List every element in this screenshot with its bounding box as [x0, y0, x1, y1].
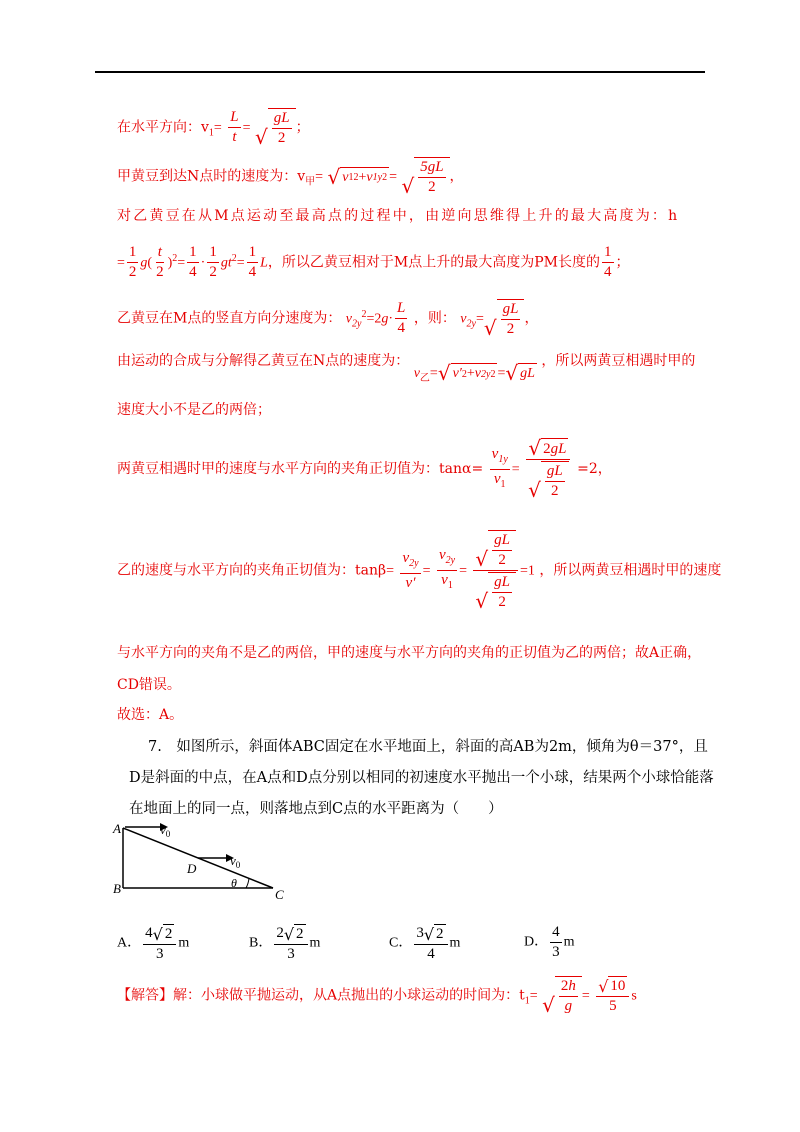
line-horizontal-velocity: 在水平方向：$v_1=$ $\frac{L}{t}$ = √ $\frac{gL}{2}$ ；: [117, 109, 310, 149]
line-cd-wrong: [117, 674, 181, 694]
line-angle-conclusion: [117, 642, 701, 662]
unit: m: [309, 935, 321, 951]
option-label: D．: [524, 934, 549, 950]
text: =2，: [577, 461, 612, 477]
label-v0-top: $v_0$: [160, 822, 171, 839]
header-rule: [95, 71, 705, 73]
line-answer: [117, 704, 183, 724]
label-D: D: [187, 861, 197, 876]
line-jia-speed: 甲黄豆到达N点时的速度为：$v_甲=$ √ v 1 2 + v 1y 2 = √ $\frac{5gL}{2}$ ，: [117, 159, 464, 198]
solution-head: 【解答】: [117, 987, 173, 1004]
option-label: A．: [117, 935, 142, 951]
option-C[interactable]: C． 3 √ 2 4 m: [389, 924, 461, 962]
text: 甲黄豆到达N点时的速度为：v: [117, 168, 306, 185]
text: D是斜面的中点，在A点和D点分别以相同的初速度水平抛出一个小球，结果两个小球恰能落: [129, 770, 714, 786]
text: 乙黄豆在M点的竖直方向分速度为：: [117, 310, 342, 327]
label-v0-mid: $v_0$: [230, 853, 241, 870]
question-line-1: [148, 735, 708, 756]
option-label: C．: [389, 935, 413, 951]
text: 解：小球做平抛运动，从A点抛出的小球运动的时间为：t: [173, 987, 525, 1004]
option-D[interactable]: D． $\frac{4}{3}$ m: [524, 924, 575, 960]
text: 由运动的合成与分解得乙黄豆在N点的速度为：: [117, 353, 410, 369]
line-yi-speed-N: 由运动的合成与分解得乙黄豆在N点的速度为： $v_乙=$ √ v′ 2 + v 2y 2 = √ gL ，所以两黄豆相遇时甲的: [117, 353, 696, 385]
text: 两黄豆相遇时甲的速度与水平方向的夹角正切值为：tanα=: [117, 461, 484, 477]
line-reverse-thinking: [117, 205, 679, 225]
label-A: A: [113, 821, 121, 836]
label-B: B: [113, 881, 121, 896]
sub-jia: 甲: [305, 176, 316, 188]
line-tan-beta: 乙的速度与水平方向的夹角正切值为：tanβ= $\frac{v_{2y}}{v'}$ = $\frac{v_{2y}}{v_1}$ = √ $\frac{gL}{2}$ √ $\frac{gL}{2}$ =1 ，所以两黄豆相遇时甲的速度: [117, 532, 722, 613]
text: 速度大小不是乙的两倍；: [117, 402, 271, 418]
solution-line: 【解答】解：小球做平抛运动，从A点抛出的小球运动的时间为：$t_1=$ √ $\frac{2h}{g}$ = √ 10 5 s: [117, 977, 637, 1017]
text: ，所以两黄豆相遇时甲的速度: [539, 562, 722, 579]
text: ，所以两黄豆相遇时甲的: [541, 353, 696, 369]
line-speed-not-double: [117, 399, 271, 419]
option-A[interactable]: A． 4 √ 2 3 m: [117, 924, 190, 962]
unit: m: [178, 935, 190, 951]
text: ，则：: [413, 310, 456, 327]
unit: m: [563, 934, 575, 950]
label-C: C: [275, 887, 284, 900]
option-B[interactable]: B． 2 √ 2 3 m: [249, 924, 321, 962]
text: ，所以乙黄豆相对于M点上升的最大高度为PM长度的: [267, 254, 601, 271]
question-line-2: [129, 766, 714, 787]
unit: m: [449, 935, 461, 951]
text: 如图所示，斜面体ABC固定在水平地面上，斜面的高AB为2m，倾角为θ＝37°，且: [176, 739, 708, 755]
text: CD错误。: [117, 677, 181, 693]
text: 故选：A。: [117, 707, 184, 723]
text: 与水平方向的夹角不是乙的两倍，甲的速度与水平方向的夹角的正切值为乙的两倍；故A正确，: [117, 645, 702, 661]
incline-figure: [110, 815, 295, 900]
question-number: 7.: [148, 739, 162, 755]
option-label: B．: [249, 935, 273, 951]
text: 在地面上的同一点，则落地点到C点的水平距离为（ ）: [129, 801, 503, 817]
text: 对乙黄豆在从M点运动至最高点的过程中，由逆向思维得上升的最大高度为：h: [117, 208, 680, 224]
text: 在水平方向：v: [117, 119, 209, 136]
line-tan-alpha: 两黄豆相遇时甲的速度与水平方向的夹角正切值为：tanα= $\frac{v_{1y}}{v_1}$ = √ 2 gL √ $\frac{gL}{2}$ =2，: [117, 436, 612, 502]
text: 乙的速度与水平方向的夹角正切值为：tanβ: [117, 562, 387, 579]
line-yi-vertical-speed: 乙黄豆在M点的竖直方向分速度为： $v_{2y}^2=2g\cdot$ $\frac{L}{4}$ ，则： $v_{2y}=$ √ $\frac{gL}{2}$ ，: [117, 300, 539, 340]
line-max-height: = $\frac{1}{2}$ g( $\frac{t}{2}$ )$^2$= $\frac{1}{4}$ · $\frac{1}{2}$ $gt^2=$ $\frac{1}{4}$ L，所以乙黄豆相对于M点上升的最大高度为PM长度的 $\frac{1}{4}$ ；: [117, 244, 630, 280]
label-theta: θ: [231, 876, 237, 890]
